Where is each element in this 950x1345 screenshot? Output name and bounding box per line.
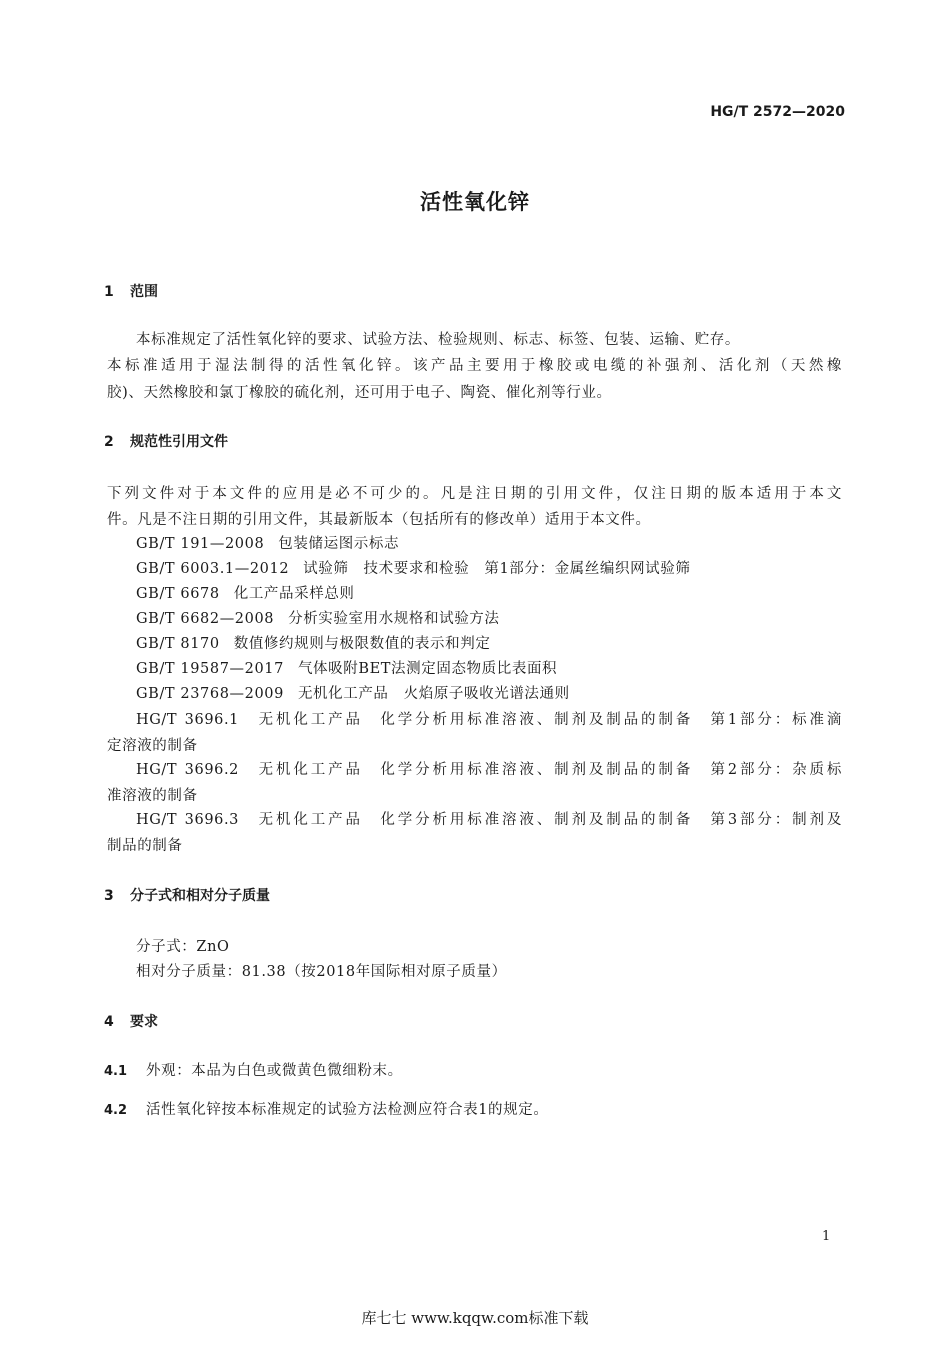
reference-title: 化工产品采样总则 — [233, 586, 355, 602]
refs-intro-line-1: 下列文件对于本文件的应用是必不可少的。凡是注日期的引用文件，仅注日期的版本适用于本文 — [107, 486, 842, 502]
reference-item — [136, 657, 557, 678]
reference-code: GB/T 8170 — [136, 636, 220, 652]
section-3-heading — [104, 885, 270, 905]
scope-paragraph-1: 本标准规定了活性氧化锌的要求、试验方法、检验规则、标志、标签、包装、运输、贮存。 — [136, 332, 740, 348]
clause-number: 4.2 — [104, 1103, 128, 1118]
requirement-clause — [104, 1059, 403, 1080]
reference-title: 数值修约规则与极限数值的表示和判定 — [233, 636, 491, 652]
reference-code: GB/T 6682—2008 — [136, 611, 275, 627]
reference-item — [136, 557, 690, 578]
molecular-formula: 分子式：ZnO — [136, 939, 230, 955]
reference-item-line-2: 制品的制备 — [107, 838, 183, 854]
molecular-mass: 相对分子质量：81.38（按2018年国际相对原子质量） — [136, 964, 507, 980]
reference-item-line-1: HG/T 3696.1 无机化工产品 化学分析用标准溶液、制剂及制品的制备 第1部分：标准滴 — [136, 712, 842, 728]
page-title: 活性氧化锌 — [420, 190, 530, 214]
section-2-heading — [104, 431, 228, 451]
section-4-heading — [104, 1011, 158, 1031]
reference-item-line-1: HG/T 3696.3 无机化工产品 化学分析用标准溶液、制剂及制品的制备 第3部分：制剂及 — [136, 812, 842, 828]
standard-code: HG/T 2572—2020 — [710, 104, 845, 120]
reference-item-line-2: 定溶液的制备 — [107, 738, 198, 754]
scope-paragraph-2-line-1: 本标准适用于湿法制得的活性氧化锌。该产品主要用于橡胶或电缆的补强剂、活化剂（天然橡 — [107, 358, 842, 374]
clause-number: 4.1 — [104, 1064, 128, 1079]
reference-title: 分析实验室用水规格和试验方法 — [288, 611, 500, 627]
reference-item — [136, 607, 500, 628]
section-number: 2 — [104, 434, 114, 450]
section-title: 范围 — [130, 284, 158, 300]
section-number: 4 — [104, 1014, 114, 1030]
section-title: 要求 — [130, 1014, 158, 1030]
reference-code: GB/T 6678 — [136, 586, 220, 602]
reference-item-line-1: HG/T 3696.2 无机化工产品 化学分析用标准溶液、制剂及制品的制备 第2部分：杂质标 — [136, 762, 842, 778]
reference-item — [136, 582, 355, 603]
reference-code: GB/T 6003.1—2012 — [136, 561, 290, 577]
refs-intro-line-2: 件。凡是不注日期的引用文件，其最新版本（包括所有的修改单）适用于本文件。 — [107, 512, 651, 528]
clause-text: 外观：本品为白色或微黄色微细粉末。 — [146, 1063, 403, 1079]
footer-watermark: 库七七 www.kqqw.com标准下载 — [361, 1309, 589, 1327]
section-number: 3 — [104, 888, 114, 904]
scope-paragraph-2-line-2: 胶)、天然橡胶和氯丁橡胶的硫化剂，还可用于电子、陶瓷、催化剂等行业。 — [107, 385, 612, 401]
section-title: 分子式和相对分子质量 — [130, 888, 270, 904]
reference-item — [136, 632, 490, 653]
reference-code: GB/T 19587—2017 — [136, 661, 284, 677]
reference-title: 气体吸附BET法测定固态物质比表面积 — [297, 661, 558, 677]
reference-item — [136, 532, 399, 553]
reference-code: GB/T 23768—2009 — [136, 686, 284, 702]
section-title: 规范性引用文件 — [130, 434, 228, 450]
page-number: 1 — [822, 1229, 831, 1244]
reference-item — [136, 682, 570, 703]
requirement-clause — [104, 1098, 548, 1119]
section-1-heading — [104, 281, 158, 301]
reference-code: GB/T 191—2008 — [136, 536, 265, 552]
reference-title: 无机化工产品 火焰原子吸收光谱法通则 — [297, 686, 570, 702]
section-number: 1 — [104, 284, 114, 300]
reference-item-line-2: 准溶液的制备 — [107, 788, 198, 804]
clause-text: 活性氧化锌按本标准规定的试验方法检测应符合表1的规定。 — [146, 1102, 549, 1118]
reference-title: 试验筛 技术要求和检验 第1部分：金属丝编织网试验筛 — [303, 561, 691, 577]
reference-title: 包装储运图示标志 — [278, 536, 400, 552]
